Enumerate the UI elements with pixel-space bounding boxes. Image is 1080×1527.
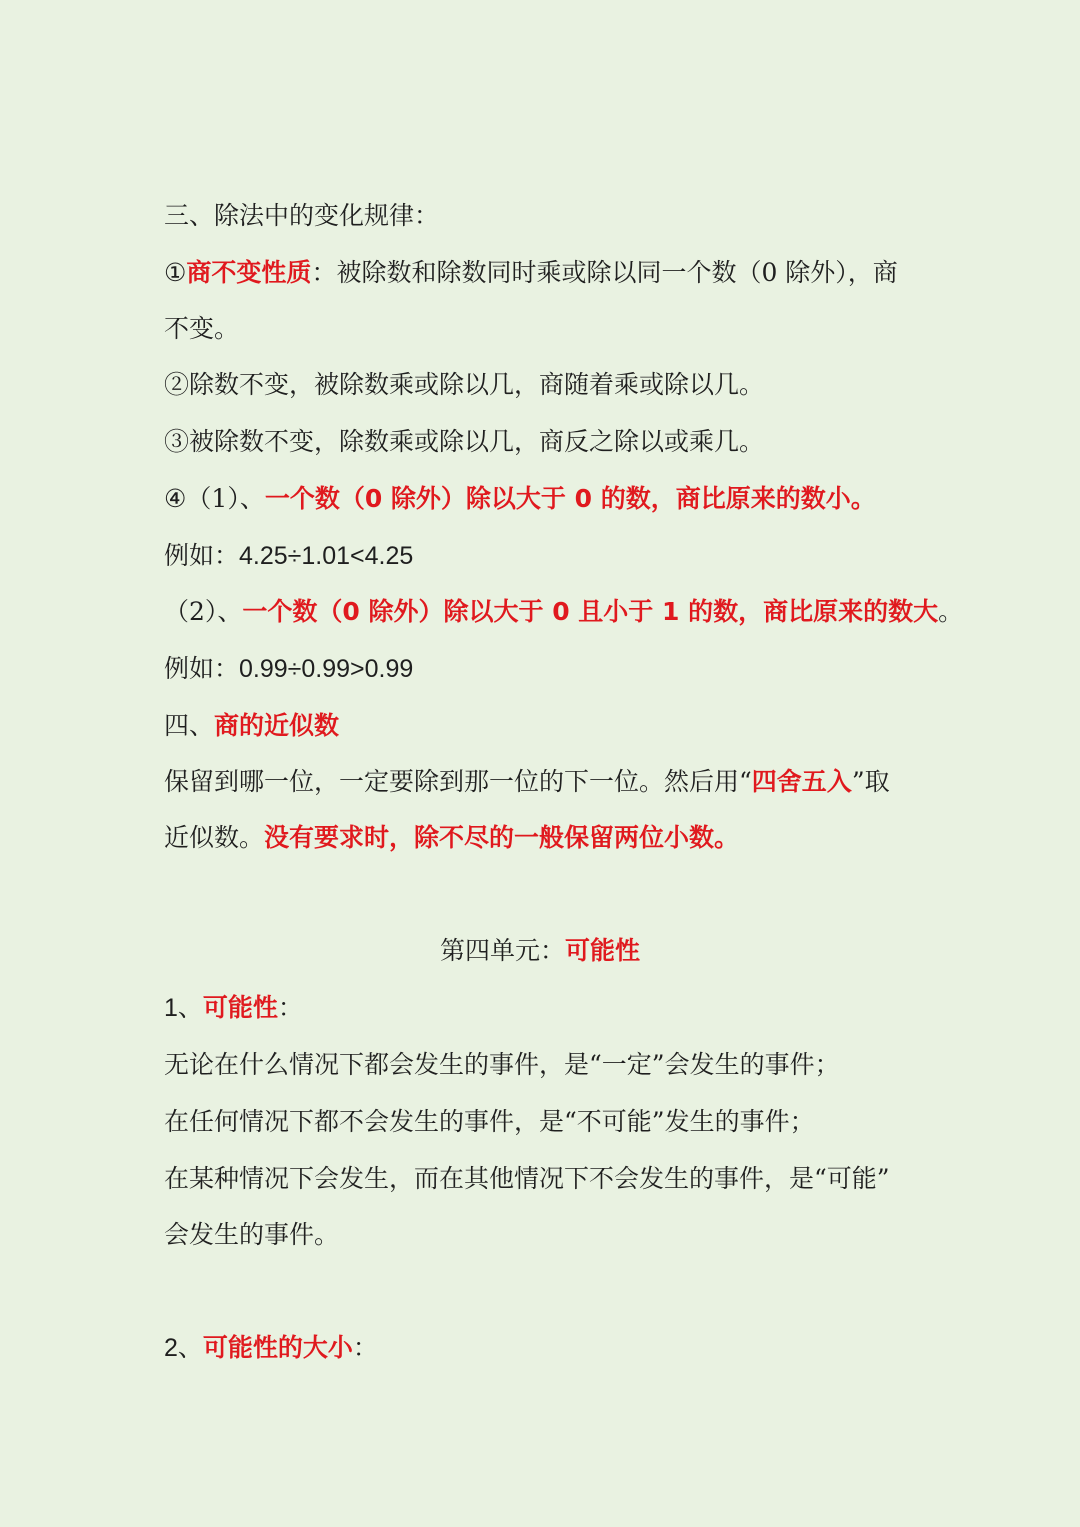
section3-heading <box>164 198 954 234</box>
example1 <box>164 538 954 574</box>
rounding-term: 四舍五入 <box>751 767 852 796</box>
item2-colon: ： <box>352 1333 378 1362</box>
rule4a-prefix: ④（1）、 <box>164 484 265 513</box>
item1-line1 <box>164 1047 954 1083</box>
item1-line2-text: 在任何情况下都不会发生的事件，是“不可能”发生的事件； <box>164 1107 815 1136</box>
section4-heading <box>164 708 954 744</box>
section4-para2-term: 没有要求时，除不尽的一般保留两位小数。 <box>264 823 740 852</box>
item1-colon: ： <box>277 993 303 1022</box>
item2-number: 2、 <box>164 1334 203 1362</box>
unit4-title <box>0 933 1080 969</box>
rule1-prefix: ① <box>164 258 187 287</box>
item1-line4-text: 会发生的事件。 <box>164 1220 340 1249</box>
item2-heading <box>164 1330 954 1366</box>
rule4b-suffix: 。 <box>938 597 964 626</box>
section4-para-line1 <box>164 764 954 800</box>
rule1-cont: 不变。 <box>164 314 240 343</box>
example1-expr: 4.25÷1.01<4.25 <box>239 542 414 570</box>
item1-line3-text: 在某种情况下会发生，而在其他情况下不会发生的事件，是“可能” <box>164 1164 890 1193</box>
section3-heading-text: 三、除法中的变化规律： <box>164 201 440 230</box>
item1-line4 <box>164 1217 954 1253</box>
unit4-name: 可能性 <box>565 936 641 965</box>
example2-expr: 0.99÷0.99>0.99 <box>239 655 414 683</box>
unit4-prefix: 第四单元： <box>439 936 565 965</box>
item1-title: 可能性 <box>202 993 278 1022</box>
rule2-text: ②除数不变，被除数乘或除以几，商随着乘或除以几。 <box>164 370 765 399</box>
rule4b-prefix: （2）、 <box>164 597 243 626</box>
item1-line1-text: 无论在什么情况下都会发生的事件，是“一定”会发生的事件； <box>164 1050 840 1079</box>
rule4a-text: 一个数（0 除外）除以大于 0 的数，商比原来的数小。 <box>264 484 876 513</box>
rule2 <box>164 367 954 403</box>
section4-para2-a: 近似数。 <box>164 823 265 852</box>
item2-title: 可能性的大小 <box>202 1333 353 1362</box>
item1-heading <box>164 990 954 1026</box>
rule3-text: ③被除数不变，除数乘或除以几，商反之除以或乘几。 <box>164 427 765 456</box>
rule1-text: ：被除数和除数同时乘或除以同一个数（0 除外），商 <box>311 258 898 287</box>
rule1-line2 <box>164 311 954 347</box>
section4-prefix: 四、 <box>164 711 215 740</box>
rule1-term: 商不变性质 <box>186 258 312 287</box>
section4-title: 商的近似数 <box>214 711 340 740</box>
example2 <box>164 651 954 687</box>
section4-para-line2 <box>164 820 954 856</box>
rule1-line1 <box>164 255 954 291</box>
item1-line3 <box>164 1161 954 1197</box>
item1-line2 <box>164 1104 954 1140</box>
section4-para1-a: 保留到哪一位，一定要除到那一位的下一位。然后用“ <box>164 767 752 796</box>
item1-number: 1、 <box>164 994 203 1022</box>
example1-label: 例如： <box>164 541 240 570</box>
rule3 <box>164 424 954 460</box>
rule4b-text: 一个数（0 除外）除以大于 0 且小于 1 的数，商比原来的数大 <box>242 597 939 626</box>
example2-label: 例如： <box>164 654 240 683</box>
rule4b <box>164 594 964 630</box>
rule4a <box>164 481 954 517</box>
section4-para1-b: ”取 <box>851 767 890 796</box>
